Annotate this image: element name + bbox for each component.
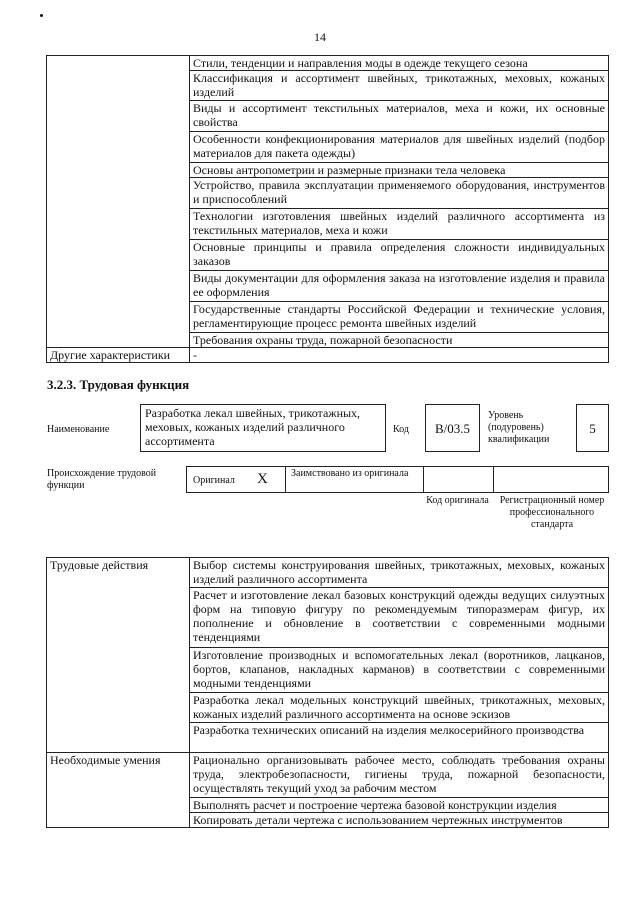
- knowledge-row: Виды документации для оформления заказа на изготовление изделия и правила ее оформления: [190, 271, 609, 302]
- knowledge-row: Технологии изготовления швейных изделий различного ассортимента из текстильных материалов, меха и кожи: [190, 209, 609, 240]
- skill-row: Копировать детали чертежа с использованием чертежных инструментов: [190, 813, 609, 828]
- action-row: Расчет и изготовление лекал базовых конструкций одежды ведущих силуэтных форм на типовую фигуру по рекомендуемым типоразмерам фигур, их пополнение и обновление в соответствии с современными модными тенденциями: [190, 588, 609, 648]
- name-label: Наименование: [47, 424, 110, 435]
- function-code-box: B/03.5: [425, 404, 480, 452]
- action-row: Разработка лекал модельных конструкций швейных, трикотажных, меховых, кожаных изделий различного ассортимента на основе эскизов: [190, 693, 609, 723]
- registration-caption: Регистрационный номер профессионального стандарта: [499, 495, 605, 530]
- origin-label: Происхождение трудовой функции: [47, 468, 157, 491]
- knowledge-label-cell: [47, 56, 190, 348]
- level-label: Уровень (подуровень) квалификации: [488, 410, 550, 445]
- level-value-box: 5: [576, 404, 609, 452]
- borrowed-label: Заимствовано из оригинала: [291, 468, 409, 479]
- original-label: Оригинал: [193, 475, 235, 486]
- labor-function-table: [46, 557, 609, 828]
- knowledge-row: Основы антропометрии и размерные признаки тела человека: [190, 163, 609, 178]
- origin-divider: [493, 466, 494, 493]
- section-title: 3.2.3. Трудовая функция: [47, 377, 190, 392]
- knowledge-row: Виды и ассортимент текстильных материалов, меха и кожи, их основные свойства: [190, 101, 609, 132]
- actions-label: Трудовые действия: [47, 558, 190, 753]
- code-label: Код: [393, 424, 409, 435]
- origin-divider: [285, 466, 286, 493]
- knowledge-row: Основные принципы и правила определения сложности индивидуальных заказов: [190, 240, 609, 271]
- function-name-box: Разработка лекал швейных, трикотажных, меховых, кожаных изделий различного ассортимента: [140, 404, 386, 452]
- knowledge-row: Государственные стандарты Российской Федерации и технические условия, регламентирующие процесс ремонта швейных изделий: [190, 302, 609, 333]
- scan-speck: [40, 14, 43, 17]
- action-row: Выбор системы конструирования швейных, трикотажных, меховых, кожаных изделий различного ассортимента: [190, 558, 609, 588]
- code-original-caption: Код оригинала: [426, 495, 489, 506]
- knowledge-row: Устройство, правила эксплуатации применяемого оборудования, инструментов и приспособлений: [190, 178, 609, 209]
- knowledge-row: Стили, тенденции и направления моды в одежде текущего сезона: [190, 56, 609, 71]
- knowledge-row: Особенности конфекционирования материалов для швейных изделий (подбор материалов для пакета одежды): [190, 132, 609, 163]
- action-row: Изготовление производных и вспомогательных лекал (воротников, лацканов, бортов, клапанов, накладных карманов) в соответствии с современными модными тенденциями: [190, 648, 609, 693]
- skill-row: Рационально организовывать рабочее место, соблюдать требования охраны труда, электробезопасности, гигиены труда, пожарной безопасности, осуществлять текущий уход за рабочим местом: [190, 753, 609, 798]
- skill-row: Выполнять расчет и построение чертежа базовой конструкции изделия: [190, 798, 609, 813]
- origin-divider: [423, 466, 424, 493]
- knowledge-table: [46, 55, 609, 363]
- action-row: Разработка технических описаний на изделия мелкосерийного производства: [190, 723, 609, 753]
- knowledge-row: Требования охраны труда, пожарной безопасности: [190, 333, 609, 348]
- page-number: 14: [314, 30, 326, 44]
- other-characteristics-value: -: [190, 348, 609, 363]
- skills-label: Необходимые умения: [47, 753, 190, 828]
- origin-box: [186, 466, 609, 493]
- original-mark: X: [257, 471, 268, 487]
- other-characteristics-label: Другие характеристики: [47, 348, 190, 363]
- knowledge-row: Классификация и ассортимент швейных, трикотажных, меховых, кожаных изделий: [190, 71, 609, 101]
